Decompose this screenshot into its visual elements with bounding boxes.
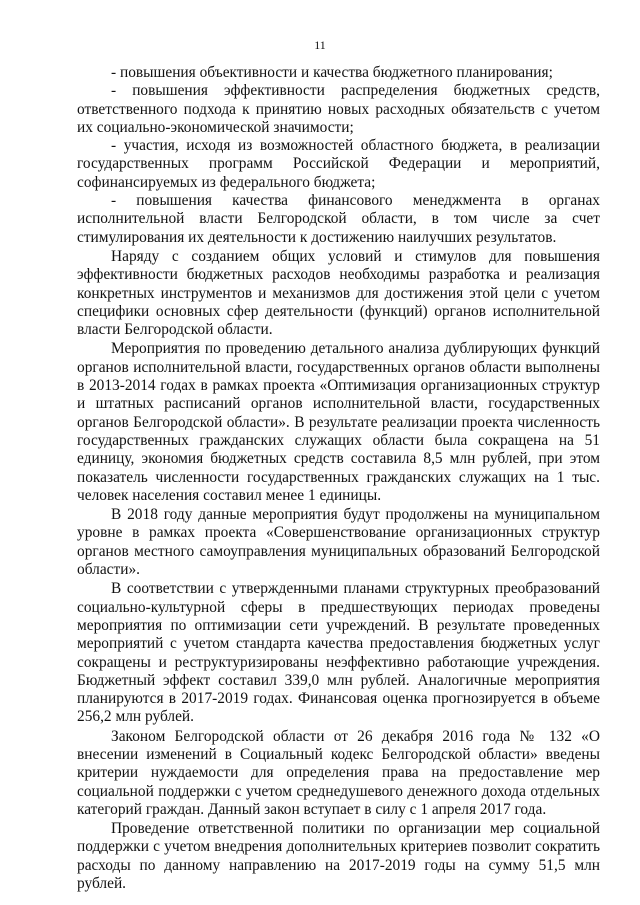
paragraph-planning: - повышения объективности и качества бюджетного планирования; xyxy=(111,64,553,81)
paragraph-social-cultural: В соответствии с утвержденными планами структурных преобразований социально-культурной сферы в предшествующих периодах проведены мероприятия по оптимизации сети учреждений. В результате проведенных мероприятий с учетом стандарта качества предоставления бюджетных услуг сокращены и реструктуризированы неэффективно работающие учреждения. Бюджетный эффект составил 339,0 млн рублей. Аналогичные мероприятия планируются в 2017-2019 годах. Финансовая оценка прогнозируется в объеме 256,2 млн рублей. xyxy=(77,580,600,726)
paragraph-programs: - участия, исходя из возможностей областного бюджета, в реализации государственных программ Российской Федерации и мероприятий, софинансируемых из федерального бюджета; xyxy=(77,137,600,191)
paragraph-municipal-level: В 2018 году данные мероприятия будут продолжены на муниципальном уровне в рамках проекта «Совершенствование организационных структур органов местного самоуправления муниципальных образований Белгородской области». xyxy=(77,506,600,579)
paragraph-tools: Наряду с созданием общих условий и стимулов для повышения эффективности бюджетных расходов необходимы разработка и реализация конкретных инструментов и механизмов для достижения этой цели с учетом специфики основных сфер деятельности (функций) органов исполнительной власти Белгородской области. xyxy=(77,247,600,339)
paragraph-financial-management: - повышения качества финансового менеджмента в органах исполнительной власти Белгородской области, в том числе за счет стимулирования их деятельности к достижению наилучших результатов. xyxy=(77,192,600,246)
paragraph-law: Законом Белгородской области от 26 декабря 2016 года № 132 «О внесении изменений в Социальный кодекс Белгородской области» введены критерии нуждаемости для определения права на предоставление мер социальной поддержки с учетом среднедушевого денежного дохода отдельных категорий граждан. Данный закон вступает в силу с 1 апреля 2017 года. xyxy=(77,727,600,818)
document-body xyxy=(77,64,600,893)
page-number: 11 xyxy=(314,38,326,52)
paragraph-duplicate-functions: Мероприятия по проведению детального анализа дублирующих функций органов исполнительной власти, государственных органов области выполнены в 2013-2014 годах в рамках проекта «Оптимизация организационных структур и штатных расписаний органов исполнительной власти, государственных органов Белгородской области». В результате реализации проекта численность государственных гражданских служащих области была сокращена на 51 единицу, экономия бюджетных средств составила 8,5 млн рублей, при этом показатель численности государственных гражданских служащих на 1 тыс. человек населения составил менее 1 единицы. xyxy=(77,340,600,504)
paragraph-distribution: - повышения эффективности распределения бюджетных средств, ответственного подхода к принятию новых расходных обязательств с учетом их социально-экономической значимости; xyxy=(77,82,600,136)
paragraph-social-support: Проведение ответственной политики по организации мер социальной поддержки с учетом внедрения дополнительных критериев позволит сократить расходы по данному направлению на 2017-2019 годы на сумму 51,5 млн рублей. xyxy=(77,820,600,893)
